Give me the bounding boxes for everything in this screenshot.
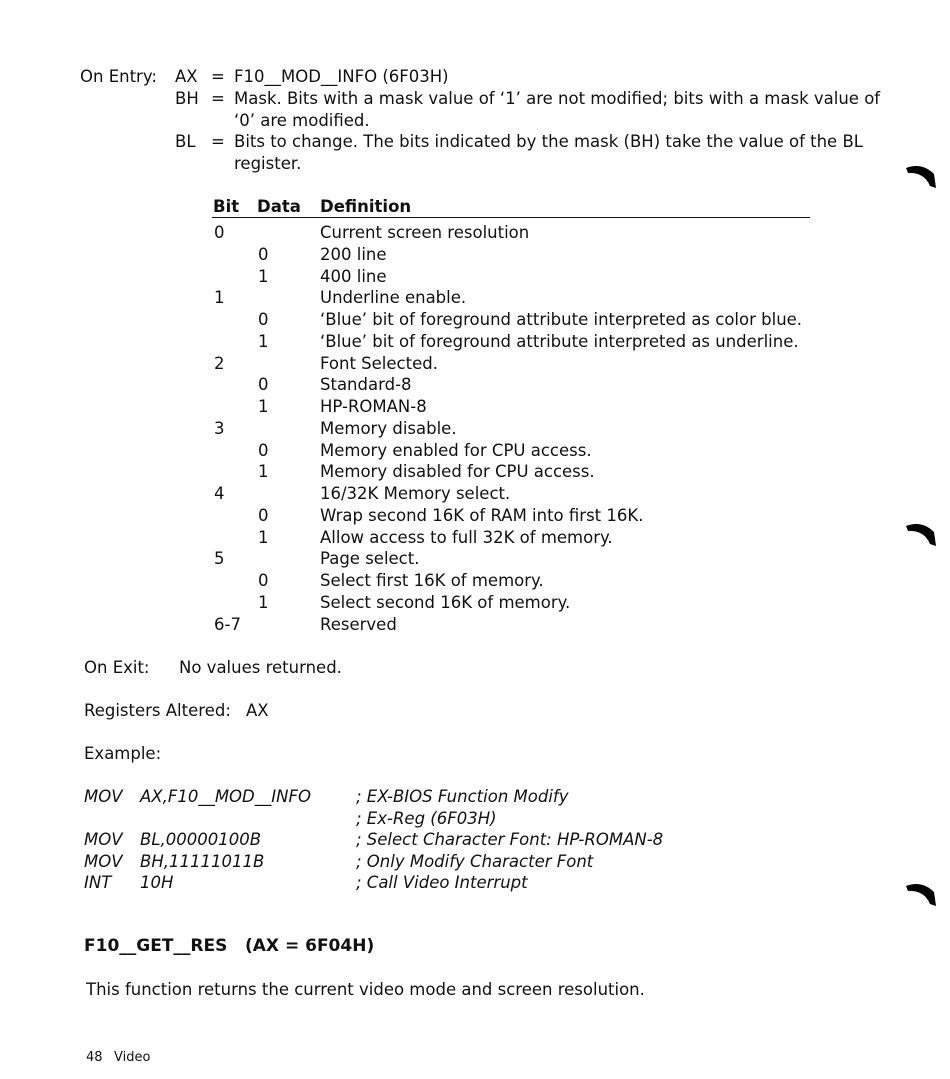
bit-table-definition-cell: Current screen resolution: [320, 223, 530, 242]
bit-table-bit-cell: 0: [214, 223, 225, 242]
bit-table-definition-cell: 16/32K Memory select.: [320, 484, 511, 503]
bit-table-header-data: Data: [257, 197, 301, 216]
example-op-3: MOV: [84, 830, 123, 849]
example-comment-3: ; Select Character Font: HP-ROMAN-8: [356, 830, 664, 849]
entry-text-bl-2: register.: [234, 154, 302, 173]
registers-altered-value: AX: [246, 701, 269, 720]
on-exit-label: On Exit:: [84, 658, 150, 677]
bit-table-definition-cell: Reserved: [320, 615, 397, 634]
bit-table-data-cell: 1: [258, 267, 269, 286]
entry-eq-bl: =: [211, 132, 225, 151]
bit-table-definition-cell: Underline enable.: [320, 288, 467, 307]
on-exit-value: No values returned.: [179, 658, 342, 677]
bit-table-definition-cell: Wrap second 16K of RAM into first 16K.: [320, 506, 644, 525]
section-heading-name: F10__GET__RES: [84, 936, 228, 956]
bit-table-bit-cell: 5: [214, 549, 225, 568]
entry-text-ax: F10__MOD__INFO (6F03H): [234, 67, 449, 86]
bit-table-definition-cell: Memory disable.: [320, 419, 457, 438]
bit-table-definition-cell: Page select.: [320, 549, 420, 568]
bit-table-bit-cell: 4: [214, 484, 225, 503]
example-label: Example:: [84, 744, 162, 763]
bit-table-definition-cell: Select first 16K of memory.: [320, 571, 544, 590]
bit-table-data-cell: 1: [258, 397, 269, 416]
example-comment-2: ; Ex-Reg (6F03H): [356, 809, 497, 828]
bit-table-bit-cell: 3: [214, 419, 225, 438]
entry-reg-bh: BH: [175, 89, 199, 108]
example-args-3: BL,00000100B: [140, 830, 262, 849]
bit-table-header-rule: [212, 196, 810, 218]
bit-table-data-cell: 0: [258, 245, 269, 264]
entry-eq-ax: =: [211, 67, 225, 86]
bit-table-definition-cell: Memory enabled for CPU access.: [320, 441, 592, 460]
bit-table-definition-cell: Allow access to full 32K of memory.: [320, 528, 613, 547]
bit-table-definition-cell: 200 line: [320, 245, 387, 264]
bit-table-data-cell: 0: [258, 441, 269, 460]
bit-table-definition-cell: Standard-8: [320, 375, 412, 394]
bit-table-data-cell: 0: [258, 506, 269, 525]
bit-table-definition-cell: ‘Blue’ bit of foreground attribute interpreted as underline.: [320, 332, 799, 351]
corner-bookmark-icon: [904, 882, 938, 908]
bit-table-definition-cell: Font Selected.: [320, 354, 438, 373]
example-comment-5: ; Call Video Interrupt: [356, 873, 528, 892]
bit-table-data-cell: 1: [258, 528, 269, 547]
bit-table-bit-cell: 1: [214, 288, 225, 307]
footer-page-number: 48: [86, 1050, 103, 1065]
entry-text-bh-1: Mask. Bits with a mask value of ‘1’ are not modified; bits with a mask value of: [234, 89, 881, 108]
registers-altered-label: Registers Altered:: [84, 701, 231, 720]
example-args-4: BH,11111011B: [140, 852, 265, 871]
section-heading-ax: (AX = 6F04H): [245, 936, 375, 956]
example-comment-1: ; EX-BIOS Function Modify: [356, 787, 569, 806]
footer-section-name: Video: [114, 1050, 151, 1065]
corner-bookmark-icon: [904, 522, 938, 548]
entry-reg-bl: BL: [175, 132, 196, 151]
entry-text-bh-2: ‘0’ are modified.: [234, 111, 370, 130]
bit-table-data-cell: 1: [258, 462, 269, 481]
bit-table-definition-cell: Select second 16K of memory.: [320, 593, 571, 612]
example-args-1: AX,F10__MOD__INFO: [140, 787, 311, 806]
bit-table-data-cell: 1: [258, 593, 269, 612]
bit-table-header-bit: Bit: [213, 197, 240, 216]
bit-table-definition-cell: Memory disabled for CPU access.: [320, 462, 595, 481]
corner-bookmark-icon: [904, 164, 938, 190]
bit-table-data-cell: 0: [258, 310, 269, 329]
example-op-4: MOV: [84, 852, 123, 871]
bit-table-header-definition: Definition: [320, 197, 412, 216]
entry-reg-ax: AX: [175, 67, 198, 86]
section-body-text: This function returns the current video mode and screen resolution.: [86, 980, 645, 999]
example-op-1: MOV: [84, 787, 123, 806]
bit-table-data-cell: 1: [258, 332, 269, 351]
bit-table-definition-cell: HP-ROMAN-8: [320, 397, 427, 416]
bit-table-definition-cell: 400 line: [320, 267, 387, 286]
entry-eq-bh: =: [211, 89, 225, 108]
example-op-5: INT: [84, 873, 112, 892]
example-comment-4: ; Only Modify Character Font: [356, 852, 594, 871]
entry-text-bl-1: Bits to change. The bits indicated by the mask (BH) take the value of the BL: [234, 132, 863, 151]
bit-table-bit-cell: 6-7: [214, 615, 241, 634]
example-args-5: 10H: [140, 873, 174, 892]
bit-table-data-cell: 0: [258, 571, 269, 590]
bit-table-data-cell: 0: [258, 375, 269, 394]
bit-table-bit-cell: 2: [214, 354, 225, 373]
bit-table-definition-cell: ‘Blue’ bit of foreground attribute interpreted as color blue.: [320, 310, 803, 329]
on-entry-label: On Entry:: [80, 67, 157, 86]
